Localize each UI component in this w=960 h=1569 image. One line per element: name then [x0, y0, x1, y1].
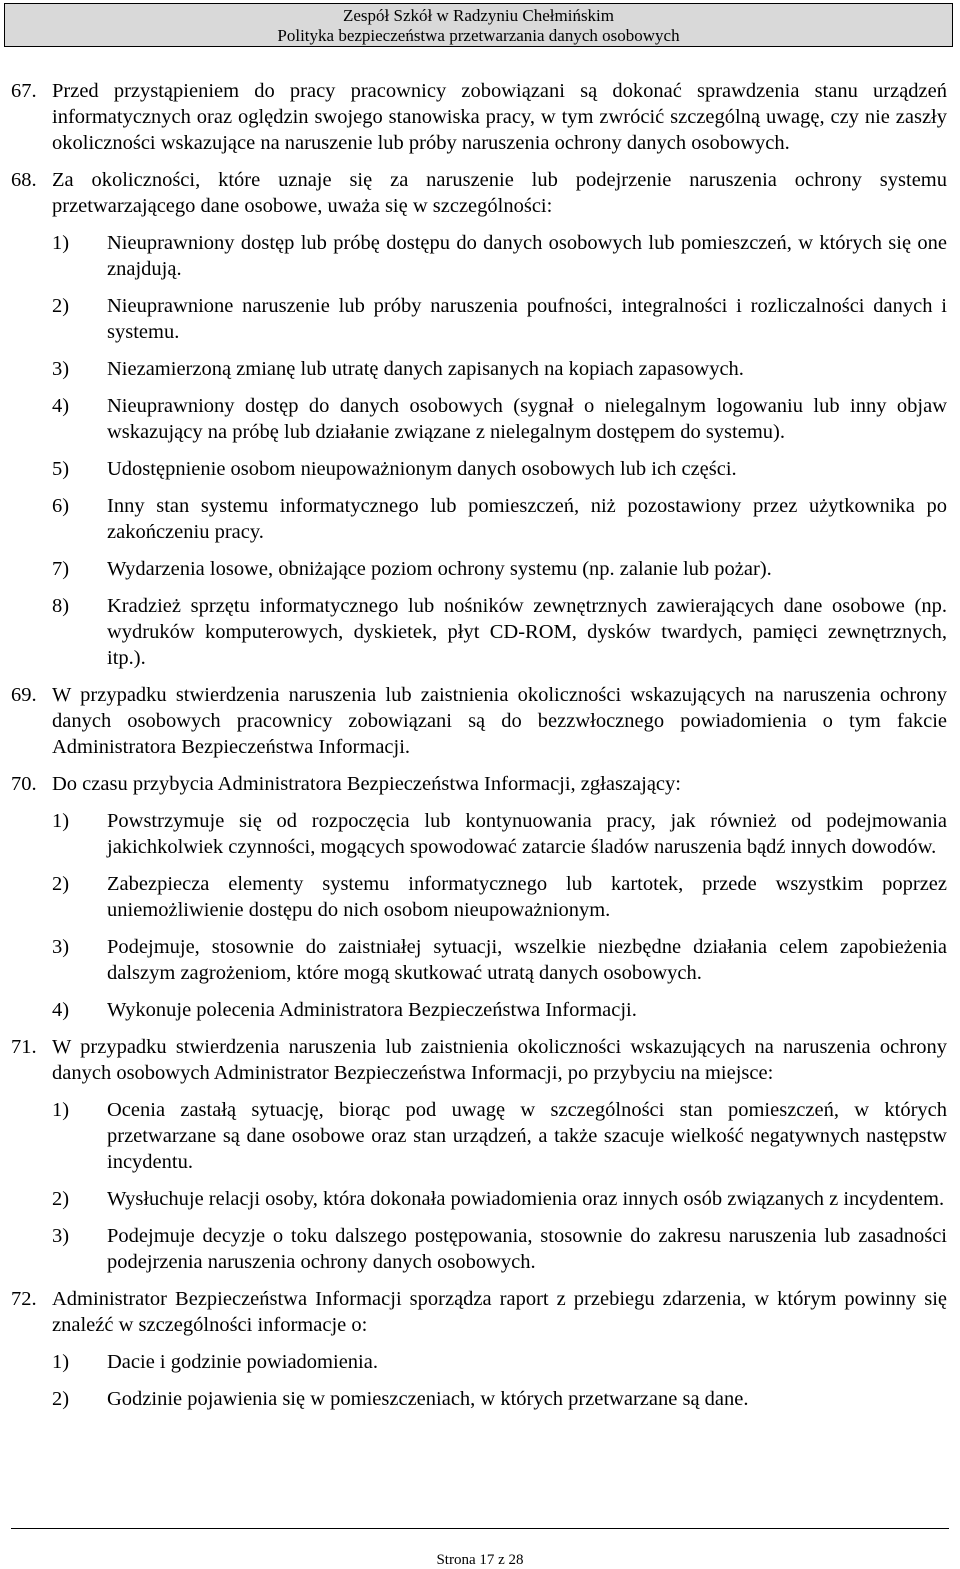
list-item-number: 1) [52, 810, 70, 832]
paragraph-number: 71. [11, 1036, 37, 1058]
list-item-number: 2) [52, 1388, 70, 1410]
list-item-number: 6) [52, 495, 70, 517]
list-item [11, 1097, 947, 1175]
list-item-number: 3) [52, 1225, 70, 1247]
paragraph-number: 72. [11, 1288, 37, 1310]
list-item [11, 356, 947, 382]
list-item-text: Wykonuje polecenia Administratora Bezpieczeństwa Informacji. [107, 999, 637, 1021]
list-item-number: 3) [52, 936, 70, 958]
list-item-number: 2) [52, 295, 70, 317]
list-item-text: Podejmuje, stosownie do zaistniałej sytuacji, wszelkie niezbędne działania celem zapobieżenia dalszym zagrożeniom, które mogą skutkować utratą danych osobowych. [107, 936, 947, 984]
list-item [11, 230, 947, 282]
list-item [11, 808, 947, 860]
list-item-text: Ocenia zastałą sytuację, biorąc pod uwagę w szczególności stan pomieszczeń, w których przetwarzane są dane osobowe oraz stan urządzeń, a także szacuje wielkość negatywnych następstw incydentu. [107, 1099, 947, 1173]
sub-list [11, 1349, 947, 1412]
list-item-number: 1) [52, 1351, 70, 1373]
list-item [11, 997, 947, 1023]
list-item-text: Nieuprawniony dostęp lub próbę dostępu do danych osobowych lub pomieszczeń, w których się one znajdują. [107, 232, 947, 280]
list-item-text: Zabezpiecza elementy systemu informatycznego lub kartotek, przede wszystkim poprzez uniemożliwienie dostępu do nich osobom nieupoważnionym. [107, 873, 947, 921]
paragraph-number: 68. [11, 169, 37, 191]
list-item-text: Kradzież sprzętu informatycznego lub nośników zewnętrznych zawierających dane osobowe (np. wydruków komputerowych, dyskietek, płyt CD-ROM, dysków twardych, pamięci zewnętrznych, itp.). [107, 595, 947, 669]
header-policy-title: Polityka bezpieczeństwa przetwarzania danych osobowych [277, 26, 680, 45]
paragraph-67 [11, 78, 947, 156]
list-item-number: 7) [52, 558, 70, 580]
list-item [11, 493, 947, 545]
list-item [11, 934, 947, 986]
paragraph-70 [11, 771, 947, 797]
page-number: Strona 17 z 28 [436, 1552, 524, 1568]
list-item-text: Podejmuje decyzje o toku dalszego postępowania, stosownie do zakresu naruszenia lub zasadności podejrzenia naruszenia ochrony danych osobowych. [107, 1225, 947, 1273]
sub-list [11, 808, 947, 1023]
list-item [11, 556, 947, 582]
list-item [11, 293, 947, 345]
paragraph-number: 69. [11, 684, 37, 706]
list-item [11, 593, 947, 671]
paragraph-69 [11, 682, 947, 760]
paragraph-text: W przypadku stwierdzenia naruszenia lub zaistnienia okoliczności wskazujących na naruszenia ochrony danych osobowych Administrator Bezpieczeństwa Informacji, po przybyciu na miejsce: [52, 1036, 947, 1084]
paragraph-72 [11, 1286, 947, 1338]
list-item [11, 1386, 947, 1412]
list-item [11, 1186, 947, 1212]
paragraph-text: Do czasu przybycia Administratora Bezpieczeństwa Informacji, zgłaszający: [52, 773, 681, 795]
list-item-number: 4) [52, 999, 70, 1021]
paragraph-68 [11, 167, 947, 219]
list-item-number: 1) [52, 1099, 70, 1121]
paragraph-71 [11, 1034, 947, 1086]
list-item [11, 871, 947, 923]
list-item-number: 3) [52, 358, 70, 380]
paragraph-text: W przypadku stwierdzenia naruszenia lub zaistnienia okoliczności wskazujących na naruszenia ochrony danych osobowych pracownicy zobowiązani są do bezzwłocznego powiadomienia o tym fakcie Administratora Bezpieczeństwa Informacji. [52, 684, 947, 758]
list-item-text: Inny stan systemu informatycznego lub pomieszczeń, niż pozostawiony przez użytkownika po zakończeniu pracy. [107, 495, 947, 543]
paragraph-number: 67. [11, 80, 37, 102]
paragraph-text: Administrator Bezpieczeństwa Informacji sporządza raport z przebiegu zdarzenia, w którym powinny się znaleźć w szczególności informacje o: [52, 1288, 947, 1336]
paragraph-text: Przed przystąpieniem do pracy pracownicy zobowiązani są dokonać sprawdzenia stanu urządzeń informatycznych oraz oględzin swojego stanowiska pracy, w tym zwrócić szczególną uwagę, czy nie zaszły okoliczności wskazujące na naruszenie lub próby naruszenia ochrony danych osobowych. [52, 80, 947, 154]
list-item-text: Powstrzymuje się od rozpoczęcia lub kontynuowania pracy, jak również od podejmowania jakichkolwiek czynności, mogących spowodować zatarcie śladów naruszenia bądź innych dowodów. [107, 810, 947, 858]
document-body [11, 78, 947, 1423]
list-item-text: Nieuprawniony dostęp do danych osobowych (sygnał o nielegalnym logowaniu lub inny objaw wskazujący na próbę lub działanie związane z nielegalnym dostępem do systemu). [107, 395, 947, 443]
list-item-number: 2) [52, 873, 70, 895]
list-item-text: Nieuprawnione naruszenie lub próby naruszenia poufności, integralności i rozliczalności danych i systemu. [107, 295, 947, 343]
header-school-name: Zespół Szkół w Radzyniu Chełmińskim [342, 6, 615, 25]
list-item-text: Udostępnienie osobom nieupoważnionym danych osobowych lub ich części. [107, 458, 737, 480]
list-item-number: 5) [52, 458, 70, 480]
paragraph-text: Za okoliczności, które uznaje się za naruszenie lub podejrzenie naruszenia ochrony systemu przetwarzającego dane osobowe, uważa się w szczególności: [52, 169, 947, 217]
list-item-number: 1) [52, 232, 70, 254]
list-item [11, 1223, 947, 1275]
list-item-text: Niezamierzoną zmianę lub utratę danych zapisanych na kopiach zapasowych. [107, 358, 744, 380]
sub-list [11, 230, 947, 671]
list-item-number: 2) [52, 1188, 70, 1210]
footer-divider [11, 1528, 949, 1529]
list-item-text: Godzinie pojawienia się w pomieszczeniach, w których przetwarzane są dane. [107, 1388, 749, 1410]
list-item-text: Dacie i godzinie powiadomienia. [107, 1351, 378, 1373]
sub-list [11, 1097, 947, 1275]
list-item [11, 393, 947, 445]
document-header [4, 3, 953, 47]
list-item-text: Wysłuchuje relacji osoby, która dokonała powiadomienia oraz innych osób związanych z incydentem. [107, 1188, 945, 1210]
list-item-text: Wydarzenia losowe, obniżające poziom ochrony systemu (np. zalanie lub pożar). [107, 558, 772, 580]
list-item [11, 1349, 947, 1375]
list-item [11, 456, 947, 482]
list-item-number: 4) [52, 395, 70, 417]
paragraph-number: 70. [11, 773, 37, 795]
list-item-number: 8) [52, 595, 70, 617]
